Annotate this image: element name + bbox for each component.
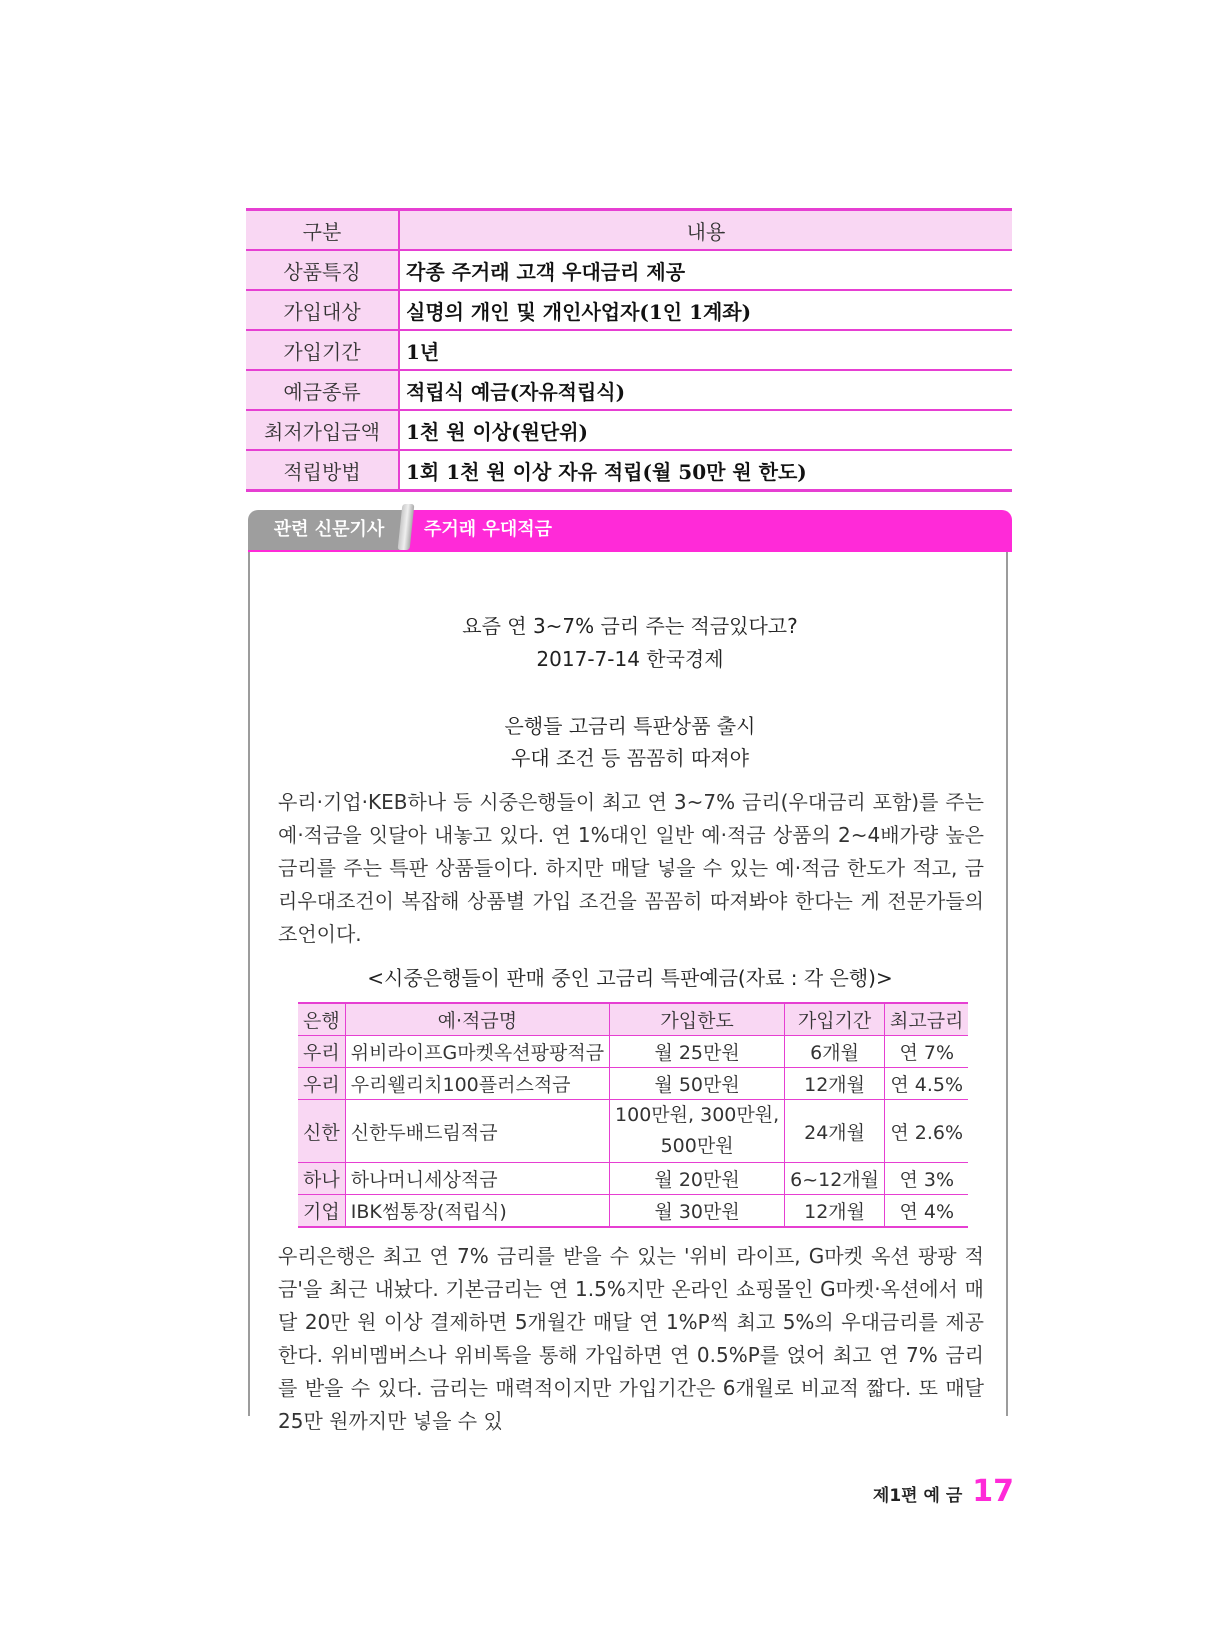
cell-limit: 월 30만원 [610,1195,785,1228]
cell-product: 하나머니세상적금 [345,1163,609,1195]
news-tab-title: 주거래 우대적금 [402,510,1012,550]
cell-limit: 월 25만원 [610,1036,785,1068]
info-value: 실명의 개인 및 개인사업자(1인 1계좌) [399,290,1012,330]
article-paragraph-2: 우리은행은 최고 연 7% 금리를 받을 수 있는 '위비 라이프, G마켓 옥션 팡팡 적금'을 최근 내놨다. 기본금리는 연 1.5%지만 온라인 쇼핑몰인 G마켓·옥션에서 매달 20만 원 이상 결제하면 5개월간 매달 연 1%P씩 최고 5%의 우대금리를 제공한다. 위비멤버스나 위비톡을 통해 가입하면 연 0.5%P를 얹어 최고 연 7% 금리를 받을 수 있다. 금리는 매력적이지만 가입기간은 6개월로 비교적 짧다. 또 매달 25만 원까지만 넣을 수 있 [278,1244,984,1433]
news-header [250,510,1010,550]
table-row [298,1036,968,1068]
info-row [246,290,1012,330]
cell-bank: 우리 [298,1068,345,1100]
info-table-header [246,210,1012,251]
info-row [246,250,1012,290]
info-value: 1천 원 이상(원단위) [399,410,1012,450]
bank-table-header [298,1003,968,1036]
col-bank: 은행 [298,1003,345,1036]
article-byline: 2017-7-14 한국경제 [536,647,724,671]
col-product: 예·적금명 [345,1003,609,1036]
cell-bank: 신한 [298,1100,345,1163]
cell-product: 위비라이프G마켓옥션팡팡적금 [345,1036,609,1068]
table-row [298,1195,968,1228]
info-value: 각종 주거래 고객 우대금리 제공 [399,250,1012,290]
col-limit: 가입한도 [610,1003,785,1036]
info-header-label: 구분 [246,210,399,251]
cell-limit [610,1100,785,1163]
page-footer [873,1474,1014,1510]
cell-bank: 우리 [298,1036,345,1068]
info-value: 1회 1천 원 이상 자유 적립(월 50만 원 한도) [399,450,1012,491]
header-divider [248,550,1012,552]
table-row [298,1163,968,1195]
info-label: 예금종류 [246,370,399,410]
info-value: 적립식 예금(자유적립식) [399,370,1012,410]
cell-limit: 월 20만원 [610,1163,785,1195]
table-caption: <시중은행들이 판매 중인 고금리 특판예금(자료 : 각 은행)> [367,966,893,990]
cell-rate: 연 7% [885,1036,969,1068]
article-headline: 요즘 연 3~7% 금리 주는 적금있다고? [462,614,798,638]
cell-period: 12개월 [785,1195,885,1228]
cell-period: 12개월 [785,1068,885,1100]
article-subheadline-1: 은행들 고금리 특판상품 출시 [504,714,756,738]
info-label: 가입대상 [246,290,399,330]
cell-bank: 기업 [298,1195,345,1228]
info-row [246,410,1012,450]
info-row [246,450,1012,491]
cell-rate: 연 4.5% [885,1068,969,1100]
info-label: 가입기간 [246,330,399,370]
article-paragraph-1: 우리·기업·KEB하나 등 시중은행들이 최고 연 3~7% 금리(우대금리 포함)를 주는 예·적금을 잇달아 내놓고 있다. 연 1%대인 일반 예·적금 상품의 2~4배가량 높은 금리를 주는 특판 상품들이다. 하지만 매달 넣을 수 있는 예·적금 한도가 적고, 금리우대조건이 복잡해 상품별 가입 조건을 꼼꼼히 따져봐야 한다는 게 전문가들의 조언이다. [278,790,984,946]
table-row [298,1100,968,1163]
cell-rate: 연 3% [885,1163,969,1195]
part-title: 제1편 예 금 [872,1486,963,1506]
cell-product: IBK썸통장(적립식) [345,1195,609,1228]
cell-product: 우리웰리치100플러스적금 [345,1068,609,1100]
cell-limit-line-2: 500만원 [660,1135,734,1157]
info-label: 적립방법 [246,450,399,491]
cell-product: 신한두배드림적금 [345,1100,609,1163]
info-row [246,370,1012,410]
info-label: 최저가입금액 [246,410,399,450]
cell-period: 6~12개월 [785,1163,885,1195]
cell-rate: 연 2.6% [885,1100,969,1163]
cell-limit: 월 50만원 [610,1068,785,1100]
info-value: 1년 [399,330,1012,370]
news-tab-label: 관련 신문기사 [248,510,410,550]
page-number: 17 [972,1474,1014,1509]
cell-period: 6개월 [785,1036,885,1068]
col-period: 가입기간 [785,1003,885,1036]
news-article-box [248,519,1008,1433]
cell-limit-line-1: 100만원, 300만원, [615,1104,780,1126]
info-row [246,330,1012,370]
bank-products-table [298,1002,968,1228]
product-info-table [246,208,1012,492]
table-row [298,1068,968,1100]
info-label: 상품특징 [246,250,399,290]
cell-period: 24개월 [785,1100,885,1163]
cell-bank: 하나 [298,1163,345,1195]
col-rate: 최고금리 [885,1003,969,1036]
article-subheadline-2: 우대 조건 등 꼼꼼히 따져야 [511,746,749,770]
cell-rate: 연 4% [885,1195,969,1228]
info-header-value: 내용 [399,210,1012,251]
